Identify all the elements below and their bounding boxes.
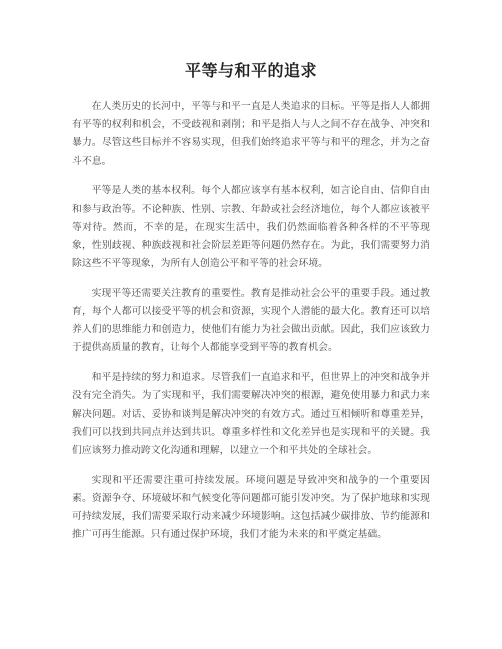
paragraph-4: 和平是持续的努力和追求。尽管我们一直追求和平，但世界上的冲突和战争并没有完全消失。为了实现和平，我们需要解决冲突的根源，避免使用暴力和武力来解决问题。对话、妥协和谈判是解决冲突的有效方式。通过互相倾听和尊重差异，我们可以找到共同点并达到共识。尊重多样性和文化差异也是实现和平的关键。我们应该努力推动跨文化沟通和理解，以建立一个和平共处的全球社会。 [72,372,430,456]
paragraph-3: 实现平等还需要关注教育的重要性。教育是推动社会公平的重要手段。通过教育，每个人都可以接受平等的机会和资源，实现个人潜能的最大化。教育还可以培养人们的思维能力和创造力，使他们有能力为社会做出贡献。因此，我们应该致力于提供高质量的教育，让每个人都能享受到平等的教育机会。 [72,287,430,354]
paragraph-2: 平等是人类的基本权利。每个人都应该享有基本权利，如言论自由、信仰自由和参与政治等。不论种族、性别、宗教、年龄或社会经济地位，每个人都应该被平等对待。然而，不幸的是，在现实生活中，我们仍然面临着各种各样的不平等现象，性别歧视、种族歧视和社会阶层差距等问题仍然存在。为此，我们需要努力消除这些不平等现象，为所有人创造公平和平等的社会环境。 [72,185,430,270]
paragraph-1: 在人类历史的长河中，平等与和平一直是人类追求的目标。平等是指人人都拥有平等的权利和机会，不受歧视和剥削；和平是指人与人之间不存在战争、冲突和暴力。尽管这些目标并不容易实现，但我们始终追求平等与和平的理念，并为之奋斗不息。 [72,101,430,167]
document-title: 平等与和平的追求 [184,61,317,80]
document-body [72,98,430,556]
paragraph-5: 实现和平还需要注重可持续发展。环境问题是导致冲突和战争的一个重要因素。资源争夺、环境破坏和气候变化等问题都可能引发冲突。为了保护地球和实现可持续发展，我们需要采取行动来减少环境影响。这包括减少碳排放、节约能源和推广可再生能源。只有通过保护环境，我们才能为未来的和平奠定基础。 [72,474,430,541]
